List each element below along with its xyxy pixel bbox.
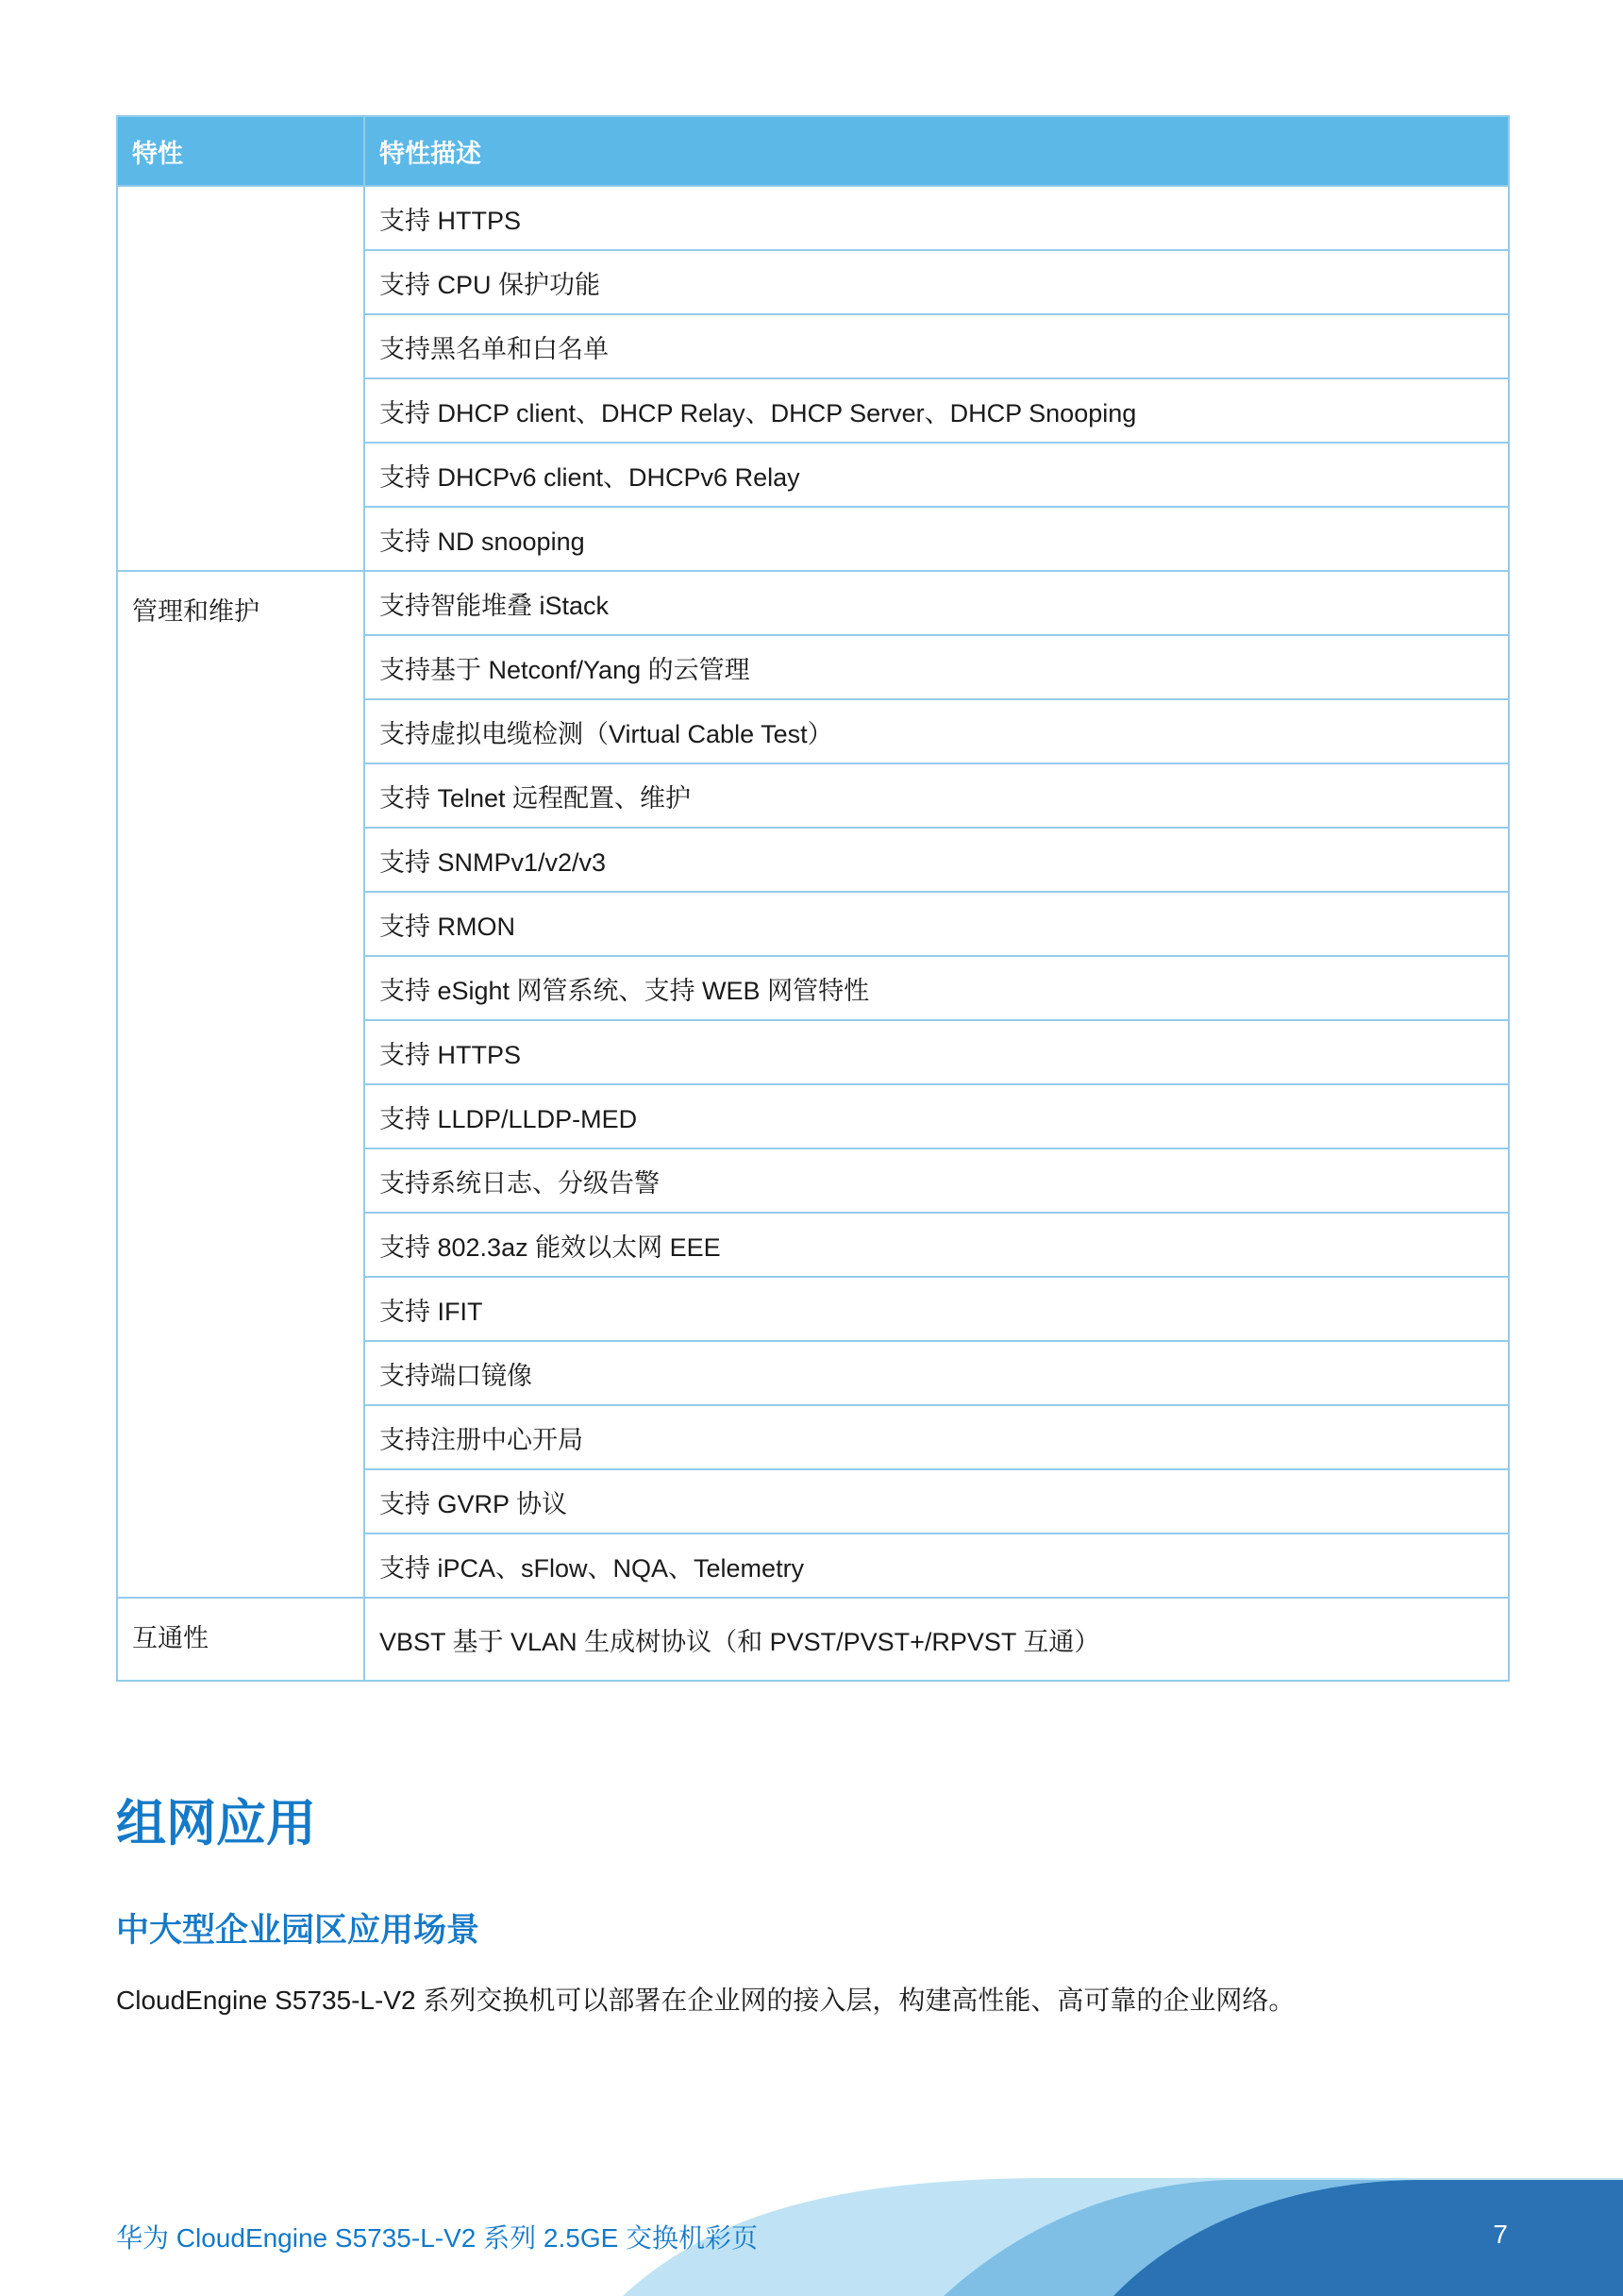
page-number: 7 bbox=[1493, 2220, 1508, 2249]
header-description: 特性描述 bbox=[364, 116, 1509, 186]
description-cell: VBST 基于 VLAN 生成树协议（和 PVST/PVST+/RPVST 互通） bbox=[364, 1598, 1509, 1681]
description-cell: 支持 GVRP 协议 bbox=[364, 1469, 1509, 1533]
table-row bbox=[117, 571, 1509, 635]
body-paragraph: CloudEngine S5735-L-V2 系列交换机可以部署在企业网的接入层，构建高性能、高可靠的企业网络。 bbox=[116, 1986, 1296, 2015]
description-cell: 支持智能堆叠 iStack bbox=[364, 571, 1509, 635]
description-cell: 支持虚拟电缆检测（Virtual Cable Test） bbox=[364, 699, 1509, 763]
description-cell: 支持 HTTPS bbox=[364, 1020, 1509, 1084]
header-feature: 特性 bbox=[117, 116, 364, 186]
table-header-row bbox=[117, 116, 1509, 186]
description-cell: 支持 ND snooping bbox=[364, 507, 1509, 571]
feature-table bbox=[116, 115, 1510, 1682]
table-row bbox=[117, 1598, 1509, 1681]
section-heading: 组网应用 bbox=[116, 1796, 316, 1852]
description-cell: 支持 CPU 保护功能 bbox=[364, 250, 1509, 314]
table-row bbox=[117, 186, 1509, 250]
footer-title: 华为 CloudEngine S5735-L-V2 系列 2.5GE 交换机彩页 bbox=[116, 2223, 759, 2253]
description-cell: 支持 eSight 网管系统、支持 WEB 网管特性 bbox=[364, 956, 1509, 1020]
description-cell: 支持 Telnet 远程配置、维护 bbox=[364, 763, 1509, 828]
feature-cell: 互通性 bbox=[117, 1598, 364, 1681]
description-cell: 支持系统日志、分级告警 bbox=[364, 1148, 1509, 1213]
description-cell: 支持注册中心开局 bbox=[364, 1405, 1509, 1469]
description-cell: 支持 SNMPv1/v2/v3 bbox=[364, 828, 1509, 892]
description-cell: 支持 IFIT bbox=[364, 1277, 1509, 1341]
feature-cell bbox=[117, 186, 364, 571]
description-cell: 支持 DHCPv6 client、DHCPv6 Relay bbox=[364, 443, 1509, 507]
description-cell: 支持 RMON bbox=[364, 892, 1509, 956]
feature-cell: 管理和维护 bbox=[117, 571, 364, 1598]
description-cell: 支持端口镜像 bbox=[364, 1341, 1509, 1405]
description-cell: 支持 LLDP/LLDP-MED bbox=[364, 1084, 1509, 1148]
description-cell: 支持 HTTPS bbox=[364, 186, 1509, 250]
description-cell: 支持黑名单和白名单 bbox=[364, 314, 1509, 378]
description-cell: 支持 DHCP client、DHCP Relay、DHCP Server、DHCP Snooping bbox=[364, 378, 1509, 443]
description-cell: 支持基于 Netconf/Yang 的云管理 bbox=[364, 635, 1509, 699]
description-cell: 支持 iPCA、sFlow、NQA、Telemetry bbox=[364, 1533, 1509, 1598]
description-cell: 支持 802.3az 能效以太网 EEE bbox=[364, 1213, 1509, 1277]
sub-heading: 中大型企业园区应用场景 bbox=[116, 1912, 480, 1949]
